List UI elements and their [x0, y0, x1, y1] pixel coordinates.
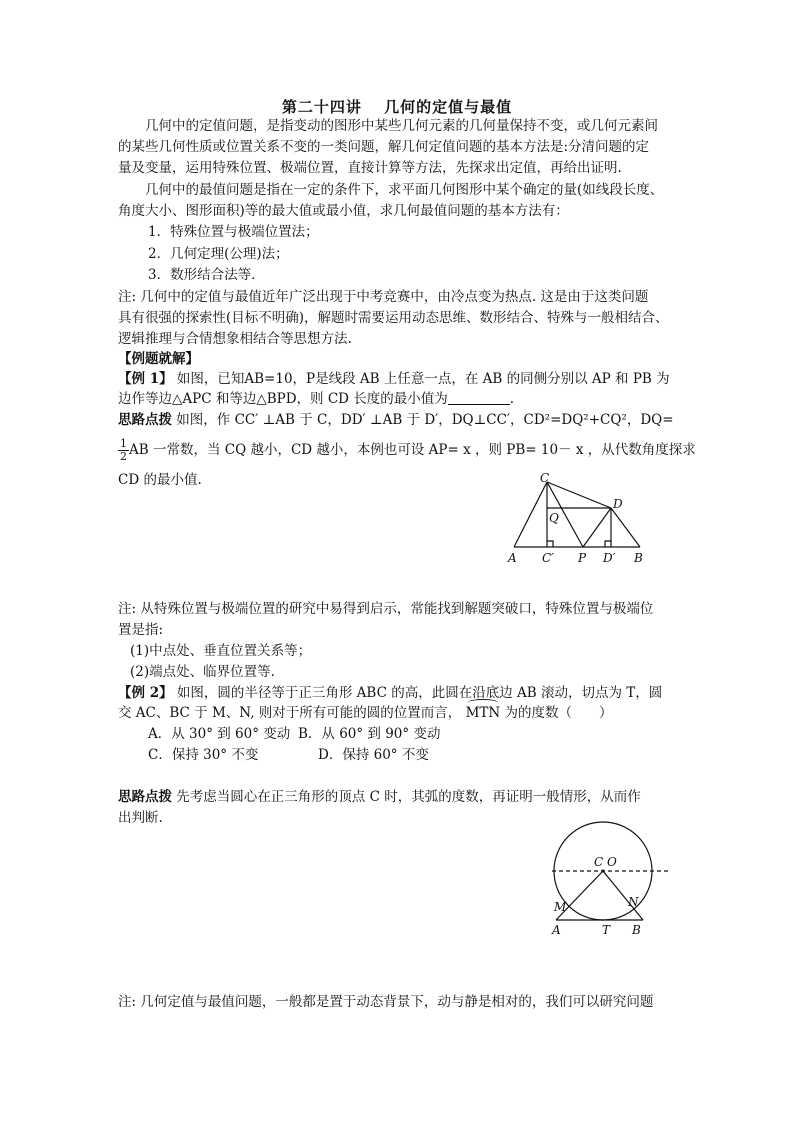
- example2-hint-label: 思路点拨: [118, 789, 172, 805]
- arc-mtn: MTN: [465, 705, 501, 721]
- example1-line2: [118, 389, 514, 409]
- method-item: 2．几何定理(公理)法；: [148, 246, 289, 262]
- right-angle-mark: [547, 541, 553, 547]
- label-p: P: [578, 551, 587, 565]
- label-d-prime: D′: [603, 551, 616, 565]
- method-item: 3．数形结合法等．: [148, 267, 265, 283]
- fraction-numerator: 1: [120, 437, 127, 450]
- option-a: A．从 30° 到 60° 变动: [148, 726, 291, 742]
- example1-text2: 边作等边△APC 和等边△BPD，则 CD 长度的最小值为: [118, 391, 448, 407]
- example2-text2b: 为的度数（ ）: [500, 705, 613, 721]
- example2-line2: [118, 703, 613, 723]
- example1-figure: [500, 470, 660, 570]
- label-co: C O: [594, 855, 617, 869]
- label-b: B: [634, 551, 643, 565]
- example1-hint2: AB 一常数，当 CQ 越小，CD 越小，本例也可设 AP= x ，则 PB= 10－ x ，从代数角度探求: [129, 442, 696, 458]
- label-a: A: [508, 551, 517, 565]
- note2-line2: 置是指:: [118, 622, 164, 638]
- label-a: A: [552, 923, 561, 937]
- intro-p1-line2: 的某些几何性质或位置关系不变的一类问题，解几何定值问题的基本方法是:分清问题的定: [118, 139, 650, 155]
- label-c: C: [540, 471, 550, 485]
- example2-text2a: 交 AC、BC 于 M、N, 则对于所有可能的圆的位置而言，: [118, 705, 466, 721]
- example1-hint-line1: [118, 410, 674, 430]
- example1-label: 【例 1】: [118, 371, 173, 387]
- segment-cd: [547, 482, 611, 508]
- fraction-half: [118, 438, 129, 463]
- label-b: B: [632, 923, 641, 937]
- section-heading: 【例题就解】: [118, 351, 199, 367]
- example2-figure: [540, 820, 680, 940]
- intro-note-line3: 逻辑推理与合情想象相结合等思想方法.: [118, 331, 352, 347]
- segment-ac: [514, 482, 547, 547]
- example1-text1: 如图，已知AB=10，P是线段 AB 上任意一点，在 AB 的同侧分别以 AP 和 PB 为: [172, 371, 670, 387]
- page-title: 第二十四讲 几何的定值与最值: [281, 98, 513, 116]
- example2-hint1: 先考虑当圆心在正三角形的顶点 C 时，其弧的度数，再证明一般情形，从而作: [172, 789, 641, 805]
- intro-note-line2: 具有很强的探索性(目标不明确)，解题时需要运用动态思维、数形结合、特殊与一般相结合、: [118, 310, 669, 326]
- fraction-denominator: 2: [120, 450, 127, 463]
- right-angle-mark: [605, 541, 611, 547]
- example1-text2-end: .: [509, 391, 515, 407]
- option-b: B．从 60° 到 90° 变动: [298, 726, 441, 742]
- example2-label: 【例 2】: [118, 685, 173, 701]
- example1-line1: [118, 369, 670, 389]
- label-q: Q: [549, 511, 559, 525]
- option-d: D．保持 60° 不变: [318, 747, 429, 763]
- closing-note: 注: 几何定值与最值问题，一般都是置于动态背景下，动与静是相对的，我们可以研究问题: [118, 994, 654, 1010]
- example1-hint-line2: [118, 436, 696, 464]
- label-d: D: [613, 497, 623, 511]
- example1-hint-label: 思路点拨: [118, 412, 172, 428]
- intro-p1-line3: 量及变量，运用特殊位置、极端位置，直接计算等方法，先探求出定值，再给出证明.: [118, 160, 622, 176]
- label-t: T: [602, 923, 611, 937]
- example2-text1: 如图，圆的半径等于正三角形 ABC 的高，此圆在沿底边 AB 滚动，切点为 T，圆: [172, 685, 663, 701]
- example1-hint-line3: CD 的最小值.: [118, 472, 202, 488]
- option-c: C．保持 30° 不变: [148, 747, 259, 763]
- label-m: M: [554, 900, 567, 914]
- example2-hint-line2: 出判断.: [118, 810, 163, 826]
- note2-item: (2)端点处、临界位置等.: [130, 664, 275, 680]
- intro-p2-line1: 几何中的最值问题是指在一定的条件下，求平面几何图形中某个确定的量(如线段长度、: [145, 182, 664, 198]
- center-point: [602, 870, 605, 873]
- answer-blank: [448, 390, 510, 405]
- method-item: 1．特殊位置与极端位置法；: [148, 224, 319, 240]
- note2-line1: 注: 从特殊位置与极端位置的研究中易得到启示，常能找到解题突破口，特殊位置与极端位: [118, 601, 654, 617]
- intro-p2-line2: 角度大小、图形面积)等的最大值或最小值，求几何最值问题的基本方法有：: [118, 203, 569, 219]
- example2-line1: [118, 683, 662, 703]
- segment-db: [611, 508, 640, 547]
- intro-note-line1: 注: 几何中的定值与最值近年广泛出现于中考竞赛中，由冷点变为热点. 这是由于这类问题: [118, 289, 649, 305]
- note2-item: (1)中点处、垂直位置关系等；: [130, 643, 312, 659]
- label-c-prime: C′: [542, 551, 554, 565]
- example2-hint-line1: [118, 787, 641, 807]
- example1-hint1: 如图，作 CC′ ⊥AB 于 C，DD′ ⊥AB 于 D′，DQ⊥CC′，CD²=DQ²+CQ²，DQ=: [172, 412, 674, 428]
- intro-p1-line1: 几何中的定值问题，是指变动的图形中某些几何元素的几何量保持不变，或几何元素间: [145, 118, 658, 134]
- label-n: N: [628, 895, 639, 909]
